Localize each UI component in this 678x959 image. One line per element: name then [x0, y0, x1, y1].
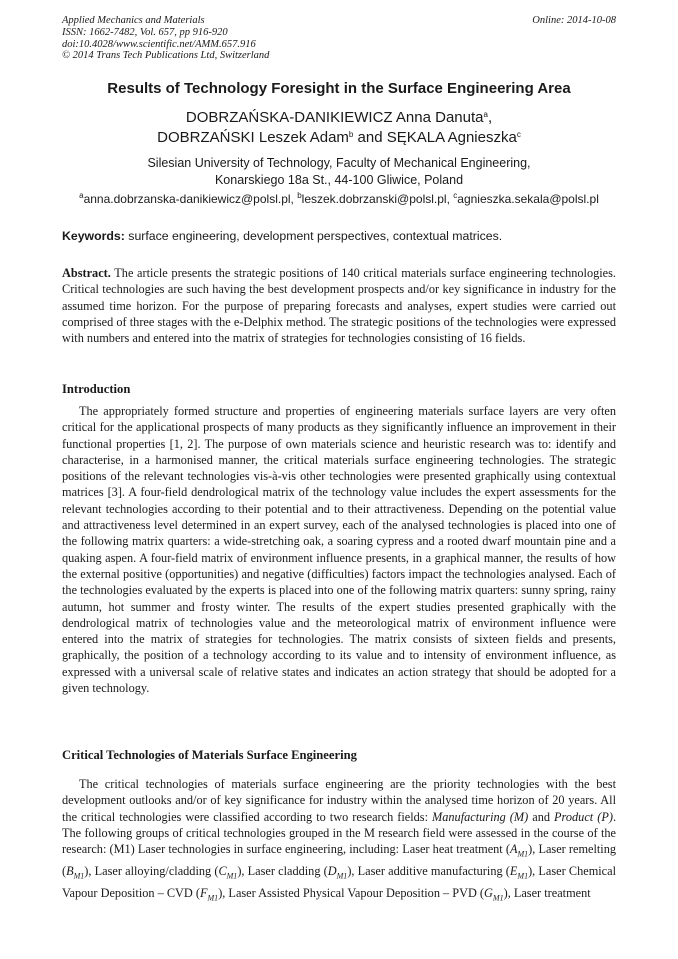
keywords-text: surface engineering, development perspectives, contextual matrices.: [128, 229, 503, 243]
author-3: SĘKALA Agnieszka: [386, 129, 517, 146]
abstract-label: Abstract.: [62, 266, 111, 280]
critical-heading: Critical Technologies of Materials Surface Engineering: [62, 748, 357, 762]
email-b[interactable]: leszek.dobrzanski@polsl.pl: [301, 192, 447, 206]
author-line-2: DOBRZAŃSKI Leszek Adam$^b$ and SĘKALA Agnieszka$^c$: [157, 129, 521, 146]
issn: ISSN: 1662-7482, Vol. 657, pp 916-920: [62, 26, 228, 38]
critical-text: The critical technologies of materials surface engineering are the priority technologies with the best development outlooks and/or of key significance for industry within the analysed time horizon of 20 years. All the critical technologies were classified according to two research fields: Manufacturing (M) and Product (P). The following groups of critical technologies grouped in the M research field were assessed in the course of the research: (M1) Laser technologies in surface engineering, including: Laser heat treatment $(A_{M1})$, Laser remelting $(B_{M1})$, Laser alloying/cladding $(C_{M1})$, Laser cladding $(D_{M1})$, Laser additive manufacturing $(E_{M1})$, Laser Chemical Vapour Deposition – CVD $(F_{M1})$, Laser Assisted Physical Vapour Deposition – PVD $(G_{M1})$, Laser treatment: [62, 777, 617, 903]
keywords-label: Keywords:: [62, 229, 125, 243]
doi: doi:10.4028/www.scientific.net/AMM.657.916: [62, 38, 256, 50]
introduction-text: The appropriately formed structure and properties of engineering materials surface layers are very often critical for the applicational prospects of many products as they significantly influence an improvement in their functional properties [1, 2]. The purpose of own materials science and heuristic research was to: identify and characterise, in a harmonised manner, the critical materials surface engineering technologies. The strategic positions of the relevant technologies vis-à-vis other technologies were presented graphically using contextual matrices [3]. A four-field dendrological matrix of the technology value includes the expert assessments for the relevant technologies according to their potential and to their attractiveness. Depending on the potential value and attractiveness level determined in an expert survey, each of the analysed technologies is placed into one of the following matrix quarters: a wide-stretching oak, a soaring cypress and a rooted dwarf mountain pine and a quaking aspen. A four-field matrix of environment influence presents, in a graphical manner, the results of how the external positive (opportunities) and negative (difficulties) factors impact the technologies analysed. Each of the technologies evaluated by the experts is placed into one of the following matrix quarters: sunny spring, rainy autumn, hot summer and frosty winter. The results of the expert studies presented graphically with the dendrological matrix of technologies value and the meteorological matrix of environment influence were entered into the matrix of strategies for technologies. The matrix consists of sixteen fields and presents, graphically, the position of a technology according to its value and to intensity of environment influence, as expressed with a universal scale of relative states and indicates an action strategy that should be adopted for a given technology.: [62, 404, 616, 696]
author-1: DOBRZAŃSKA-DANIKIEWICZ Anna Danuta: [185, 109, 484, 126]
journal-name: Applied Mechanics and Materials: [62, 15, 205, 26]
keywords: [62, 229, 616, 243]
abstract: [62, 265, 616, 346]
email-c[interactable]: agnieszka.sekala@polsl.pl: [457, 192, 599, 206]
paper-title: Results of Technology Foresight in the Surface Engineering Area: [107, 80, 571, 97]
authors: [0, 108, 678, 148]
journal-header: [62, 15, 616, 62]
online-date: Online: 2014-10-08: [532, 15, 616, 26]
author-line-1: DOBRZAŃSKA-DANIKIEWICZ Anna Danuta$^a$,: [185, 109, 493, 126]
affiliation: Silesian University of Technology, Faculty of Mechanical Engineering, Konarskiego 18a St., 44-100 Gliwice, Poland: [147, 156, 531, 187]
introduction-heading: Introduction: [62, 382, 131, 396]
emails: $^a$anna.dobrzanska-danikiewicz@polsl.pl, $^b$leszek.dobrzanski@polsl.pl, $^c$agnieszka.sekala@polsl.pl: [79, 191, 599, 206]
email-a[interactable]: anna.dobrzanska-danikiewicz@polsl.pl: [83, 192, 291, 206]
author-2: DOBRZAŃSKI Leszek Adam: [157, 129, 349, 146]
abstract-text: The article presents the strategic positions of 140 critical materials surface engineering technologies. Critical technologies are such having the best development prospects and/or key significance in industry for the assumed time horizon. For the purpose of preparing forecasts and analyses, expert studies were carried out comprised of three stages with the e-Delphix method. The strategic positions of the technologies were expressed with numbers and entered into the matrix of strategies for technologies consisting of 16 fields.: [62, 266, 616, 346]
copyright: © 2014 Trans Tech Publications Ltd, Switzerland: [62, 50, 270, 62]
